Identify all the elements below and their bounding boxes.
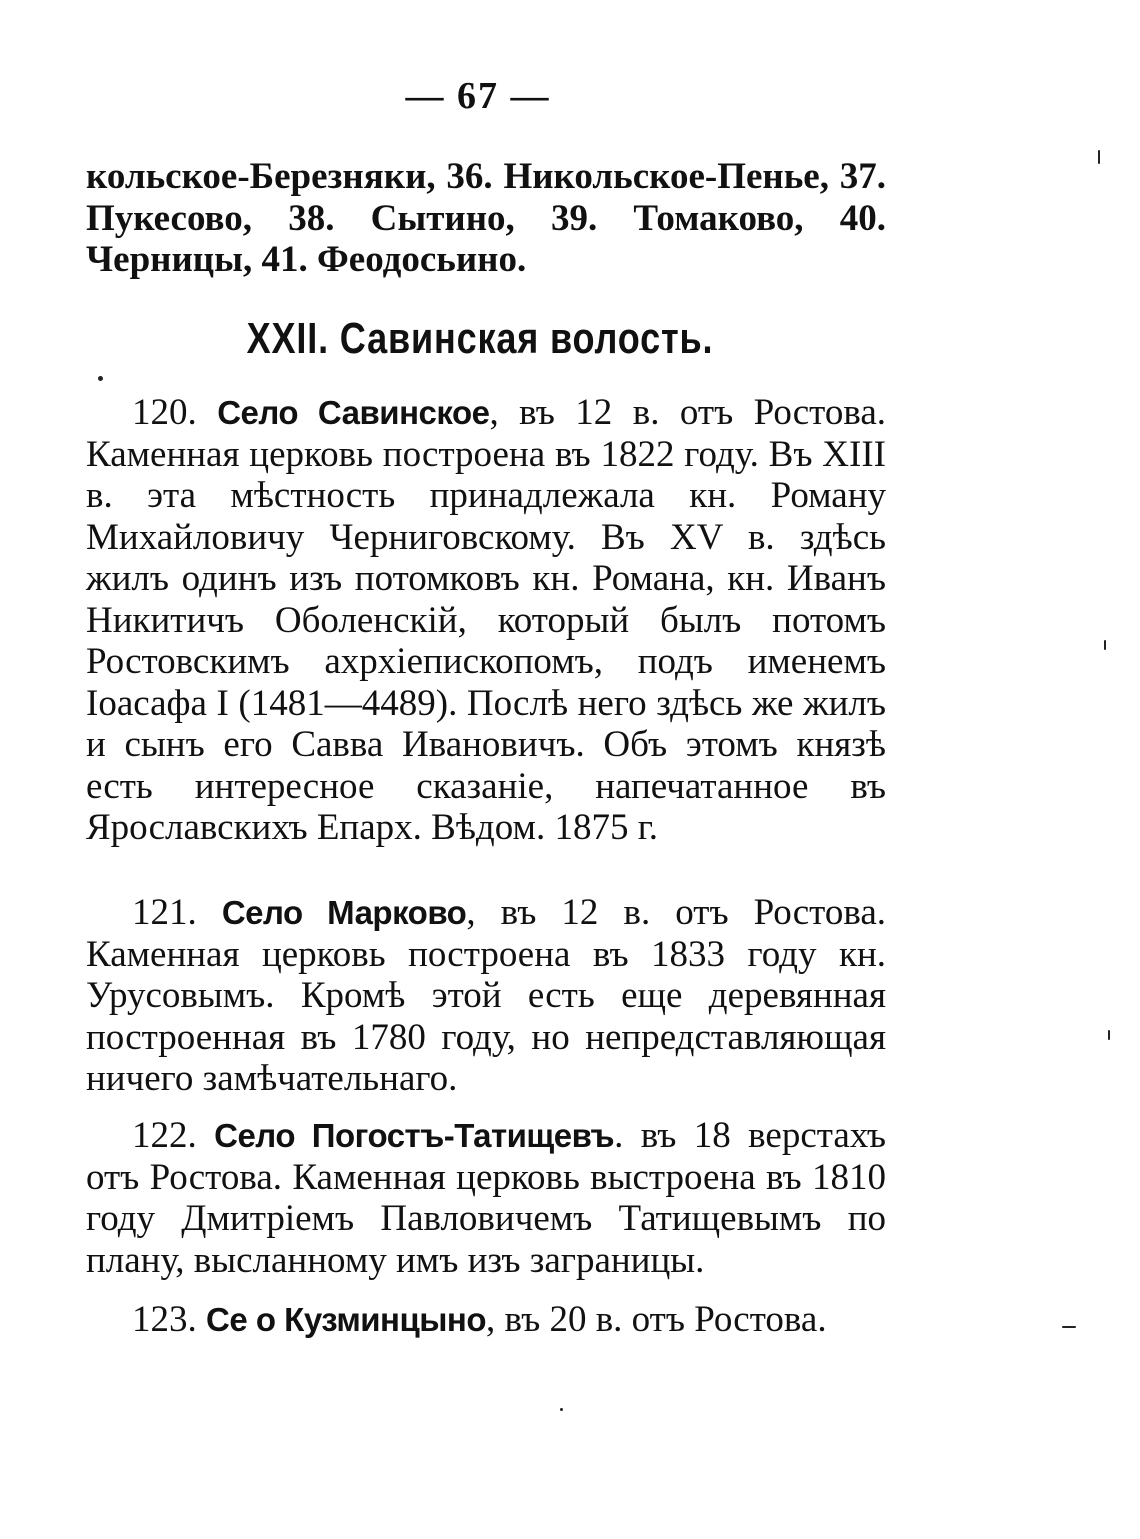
entry-number: 123.: [132, 1299, 197, 1340]
entry-place-name: Село Марково: [221, 894, 467, 931]
entry-paragraph: [86, 1115, 886, 1281]
entry-text: , въ 12 в. отъ Ростова. Каменная церковь построена въ 1833 году кн. Урусовымъ. Кромѣ этой есть еще деревянная построенная въ 1780 году, но непредставляющая ничего замѣчательнаго.: [86, 892, 886, 1099]
entry-122: [86, 1115, 886, 1281]
entry-place-name: Село Погостъ-Татищевъ: [214, 1117, 615, 1154]
entry-number: 122.: [132, 1115, 197, 1156]
entry-paragraph: [86, 392, 886, 849]
entry-121: [86, 892, 886, 1100]
entry-paragraph: [86, 1299, 886, 1341]
entry-place-name: Село Савинское: [217, 394, 490, 431]
scan-speck: [98, 376, 103, 381]
entry-text: , въ 12 в. отъ Ростова. Каменная церковь построена въ 1822 году. Въ XIII в. эта мѣстность принадлежала кн. Роману Михайловичу Черниговскому. Въ XV в. здѣсь жилъ одинъ изъ потомковъ кн. Романа, кн. Иванъ Никитичъ Оболенскій, который былъ потомъ Ростовскимъ ахрхіепископомъ, подъ именемъ Іоасафа I (1481—4489). Послѣ него здѣсь же жилъ и сынъ его Савва Ивановичъ. Объ этомъ князѣ есть интересное сказаніе, напечатанное въ Ярославскихъ Епарх. Вѣдом. 1875 г.: [86, 392, 887, 848]
entry-paragraph: [86, 892, 886, 1100]
scan-speck: [1108, 1030, 1110, 1040]
entry-number: 121.: [132, 892, 197, 933]
entry-123: [86, 1299, 886, 1341]
entry-place-name: Се о Кузминцыно: [206, 1301, 487, 1338]
section-title: XXII. Савинская волость.: [246, 314, 714, 363]
scan-speck: [1098, 150, 1100, 164]
entry-number: 120.: [132, 392, 197, 433]
scan-speck: [560, 1408, 563, 1411]
scan-speck: [1062, 1326, 1076, 1328]
scan-speck: [1104, 640, 1106, 650]
entry-120: [86, 392, 886, 849]
entry-text: , въ 20 в. отъ Ростова.: [486, 1299, 827, 1340]
continuation-text: кольское-Березняки, 36. Никольское-Пенье, 37. Пукесово, 38. Сытино, 39. Томаково, 40. Черницы, 41. Феодосьино.: [86, 156, 886, 280]
page-number: — 67 —: [405, 75, 551, 117]
entry-text: . въ 18 верстахъ отъ Ростова. Каменная церковь выстроена въ 1810 году Дмитріемъ Павловичемъ Татищевымъ по плану, высланному имъ изъ заграницы.: [86, 1115, 887, 1281]
